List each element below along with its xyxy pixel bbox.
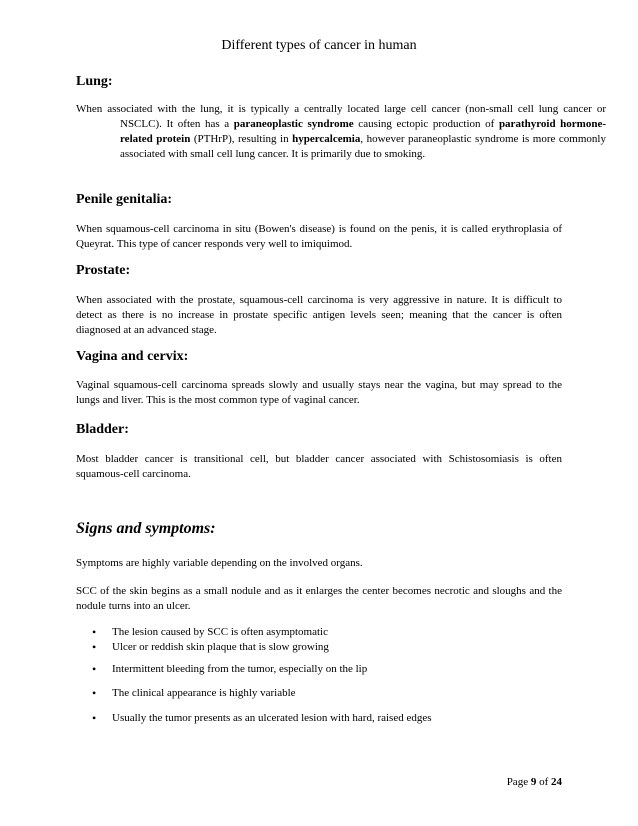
symptoms-list-2: [76, 662, 562, 677]
section-heading-signs: Signs and symptoms:: [76, 520, 216, 537]
footer-page-total: 24: [551, 776, 562, 788]
section-body-prostate: When associated with the prostate, squamous-cell carcinoma is very aggressive in nature. It is difficult to detect as there is no increase in prostate specific antigen levels seen; meaning that the cancer is often diagnosed at an advanced stage.: [76, 294, 562, 336]
section-body-vagina: Vaginal squamous-cell carcinoma spreads slowly and usually stays near the vagina, but may spread to the lungs and liver. This is the most common type of vaginal cancer.: [76, 379, 562, 406]
section-heading-vagina: Vagina and cervix:: [76, 349, 189, 364]
footer-of-label: of: [539, 776, 549, 788]
list-item: • Intermittent bleeding from the tumor, especially on the lip: [76, 662, 562, 677]
symptoms-list-3: [76, 686, 562, 701]
list-item: • The lesion caused by SCC is often asymptomatic: [76, 625, 562, 640]
section-heading-bladder: Bladder:: [76, 422, 129, 437]
page-header-title: Different types of cancer in human: [221, 38, 417, 53]
lung-text-mid1: causing ectopic production of: [353, 118, 499, 130]
section-heading-prostate: Prostate:: [76, 263, 131, 278]
page-footer: [507, 776, 562, 788]
list-item: • Usually the tumor presents as an ulcerated lesion with hard, raised edges: [76, 711, 562, 726]
symptoms-list: [76, 625, 562, 655]
lung-term-paraneoplastic: paraneoplastic syndrome: [233, 118, 354, 130]
lung-text-lead: When associated with the lung, it is typically a centrally located large cell cancer (non-small cell lung cancer or NSCLC). It often has a: [76, 103, 606, 130]
list-item: • Ulcer or reddish skin plaque that is slow growing: [76, 640, 562, 655]
lung-text-tail: , however paraneoplastic syndrome is more commonly associated with small cell lung cancer. It is primarily due to smoking.: [120, 133, 606, 160]
section-heading-lung: Lung:: [76, 74, 113, 89]
signs-para-2: SCC of the skin begins as a small nodule and as it enlarges the center becomes necrotic and sloughs and the nodule turns into an ulcer.: [76, 585, 562, 612]
list-item: • The clinical appearance is highly variable: [76, 686, 562, 701]
lung-text-mid2: (PTHrP), resulting in: [190, 133, 293, 145]
signs-para-1: Symptoms are highly variable depending on the involved organs.: [76, 557, 363, 569]
lung-term-pthrp: parathyroid hormone-related protein: [120, 118, 607, 145]
section-heading-penile: Penile genitalia:: [76, 192, 173, 207]
footer-page-number: 9: [530, 776, 537, 788]
section-body-lung: [76, 102, 606, 162]
lung-term-hypercalcemia: hypercalcemia: [292, 133, 361, 145]
section-body-penile: When squamous-cell carcinoma in situ (Bowen's disease) is found on the penis, it is called erythroplasia of Queyrat. This type of cancer responds very well to imiquimod.: [76, 223, 562, 250]
symptoms-list-4: [76, 711, 562, 726]
section-body-bladder: Most bladder cancer is transitional cell, but bladder cancer associated with Schistosomiasis is often squamous-cell carcinoma.: [76, 453, 562, 480]
footer-page-label: Page: [506, 776, 529, 788]
